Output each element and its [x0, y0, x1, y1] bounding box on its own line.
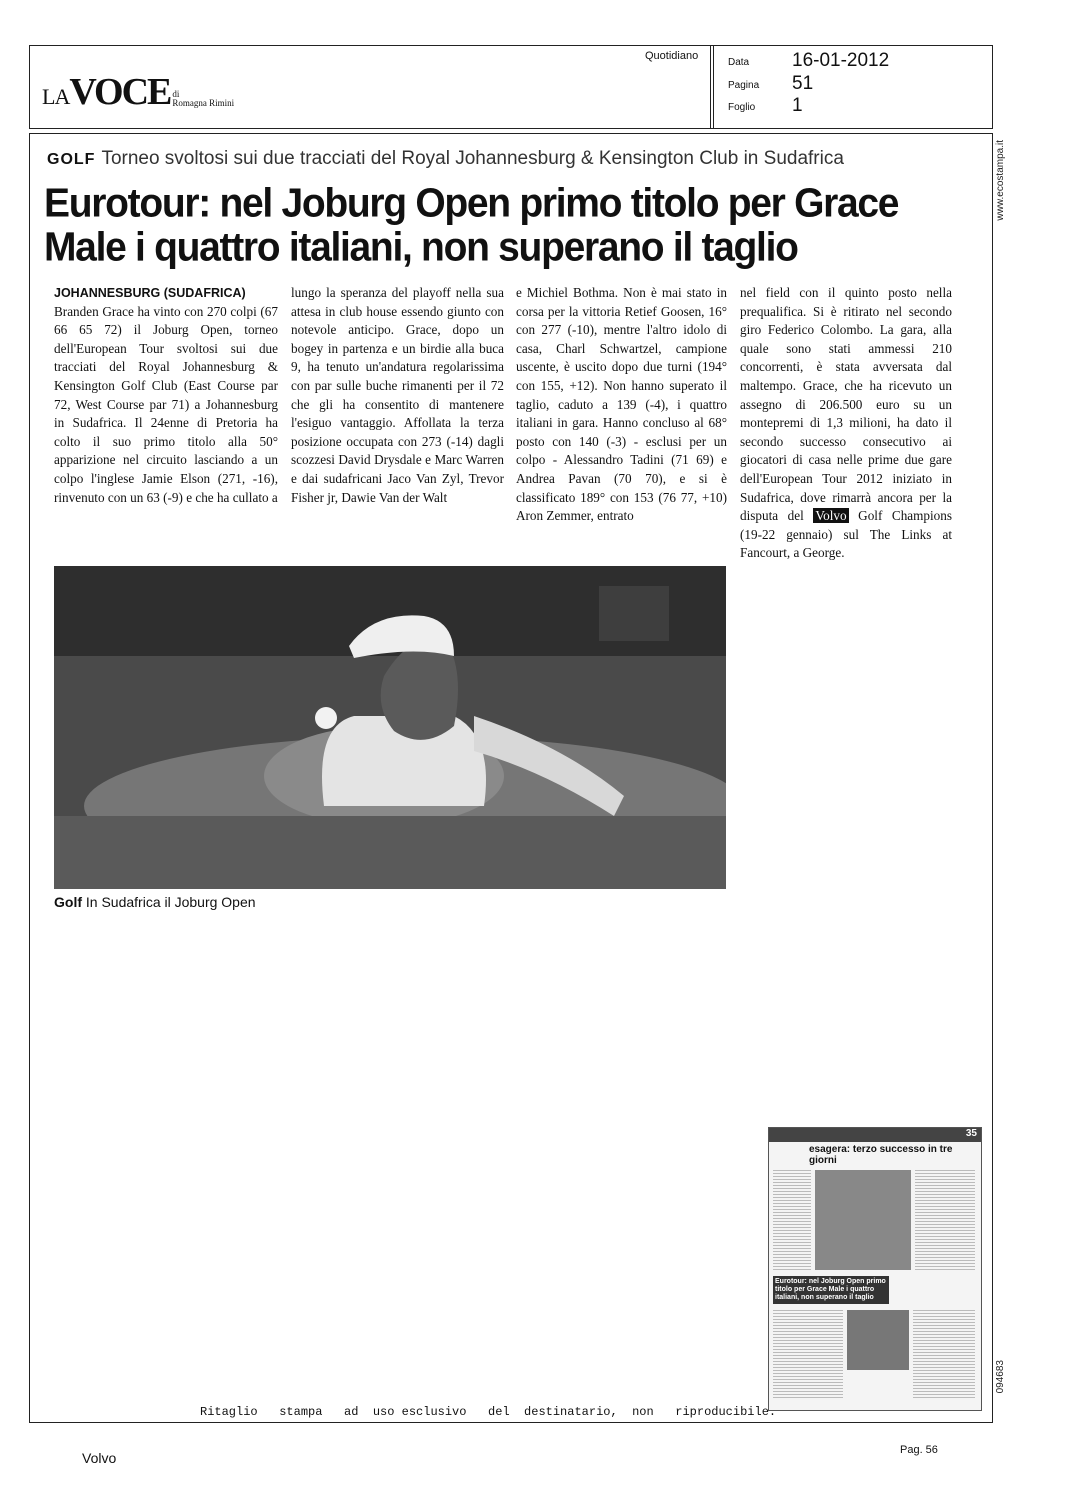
article-column-1 — [54, 284, 278, 507]
pagina-label: Pagina — [728, 80, 760, 91]
article-column-4 — [740, 284, 952, 563]
publication-type: Quotidiano — [645, 50, 699, 62]
headline-line-2: Male i quattro italiani, non superano il taglio — [44, 224, 798, 271]
caption-text: In Sudafrica il Joburg Open — [85, 894, 256, 910]
column-4-text-a: nel field con il quinto posto nella prequalifica. Si è ritirato nel secondo giro Federico Colombo. La gara, alla quale sono stati ammessi 210 concorrenti, è stata avversata dal maltempo. Grace, che ha ricevuto un assegno di 206.500 euro su un montepremi di 1,3 milioni, ha dato il secondo successo consecutivo ai giocatori di casa nelle prime due gare dell'European Tour 2012 iniziato in Sudafrica, dove rimarrà ancora per la disputa del — [740, 285, 952, 524]
clip-code: 094683 — [995, 1360, 1006, 1394]
site-url: www.ecostampa.it — [995, 140, 1006, 221]
page-thumbnail — [768, 1127, 982, 1411]
article-kicker — [47, 148, 844, 170]
golfer-illustration — [54, 566, 726, 889]
dateline: JOHANNESBURG (SUDAFRICA) — [54, 286, 246, 300]
volvo-highlight: Volvo — [815, 508, 847, 524]
photo-caption — [54, 894, 256, 910]
column-4-text-b: Golf Champions (19-22 gennaio) sul The Links at Fancourt, a George. — [740, 508, 952, 561]
column-1-text: Branden Grace ha vinto con 270 colpi (67 66 65 72) il Joburg Open, torneo dell'European Tour svoltosi sui due tracciati del Royal Johannesburg & Kensington Golf Club (East Course par 72, West Course par 71) a Johannesburg in Sudafrica. Il 24enne di Pretoria ha colto il suo primo titolo alla 50° apparizione nel circuito lasciando a un colpo l'inglese Jamie Elson (271, -16), rinvenuto con un 63 (-9) e che ha cullato a — [54, 303, 278, 505]
clipping-notice: Ritaglio stampa ad uso esclusivo del destinatario, non riproducibile. — [200, 1405, 777, 1419]
newspaper-logo: LAVOCE di Romagna Rimini — [42, 71, 235, 113]
thumbnail-page-number: 35 — [965, 1128, 977, 1139]
kicker-tag: GOLF — [47, 151, 96, 168]
article-column-2: lungo la speranza del playoff nella sua attesa in club house essendo giunto con notevole anticipo. Grace, dopo un bogey in partenza e un birdie alla buca 9, ha tenuto un'andatura regolarissima con par sulle buche rimanenti per il 72 che gli ha consentito di mantenere l'esiguo vantaggio. Affollata la terza posizione occupata con 273 (-14) dagli scozzesi David Drysdale e Marc Warren e dai sudafricani Jaco Van Zyl, Trevor Fisher jr, Dawie Van der Walt — [291, 285, 504, 505]
headline-line-1: Eurotour: nel Joburg Open primo titolo per Grace — [44, 180, 899, 227]
article-column-3: e Michiel Bothma. Non è mai stato in corsa per la vittoria Retief Goosen, 16° con 277 (-10), mentre l'altro idolo di casa, Charl Schwartzel, campione uscente, è uscito dopo due turni (194° con 155, +12). Non hanno superato il taglio, caduto a 139 (-4), i quattro italiani in gara. Hanno concluso al 68° posto con 140 (-3) - esclusi per un colpo - Alessandro Tadini (71 69) e Andrea Pavan (70 70), e si è classificato 189° con 153 (76 77, +10) Aron Zemmer, entrato — [516, 285, 727, 524]
footer-page-number: Pag. 56 — [900, 1444, 938, 1456]
pagina-value: 51 — [792, 73, 814, 94]
header-divider — [710, 45, 714, 129]
thumbnail-upper — [769, 1168, 981, 1272]
data-value: 16-01-2012 — [792, 50, 890, 71]
caption-tag: Golf — [54, 894, 82, 910]
golfer-photo — [54, 566, 726, 889]
foglio-value: 1 — [792, 95, 803, 116]
thumbnail-lower — [769, 1308, 981, 1402]
foglio-label: Foglio — [728, 102, 756, 113]
data-label: Data — [728, 57, 750, 68]
kicker-text: Torneo svoltosi sui due tracciati del Royal Johannesburg & Kensington Club in Sudafrica — [101, 148, 844, 169]
thumbnail-article-title: Eurotour: nel Joburg Open primo titolo per Grace Male i quattro italiani, non superano il taglio — [773, 1276, 889, 1304]
thumbnail-headline: esagera: terzo successo in tre giorni — [809, 1144, 953, 1166]
footer-keyword: Volvo — [82, 1450, 117, 1466]
thumbnail-topbar — [769, 1128, 981, 1142]
